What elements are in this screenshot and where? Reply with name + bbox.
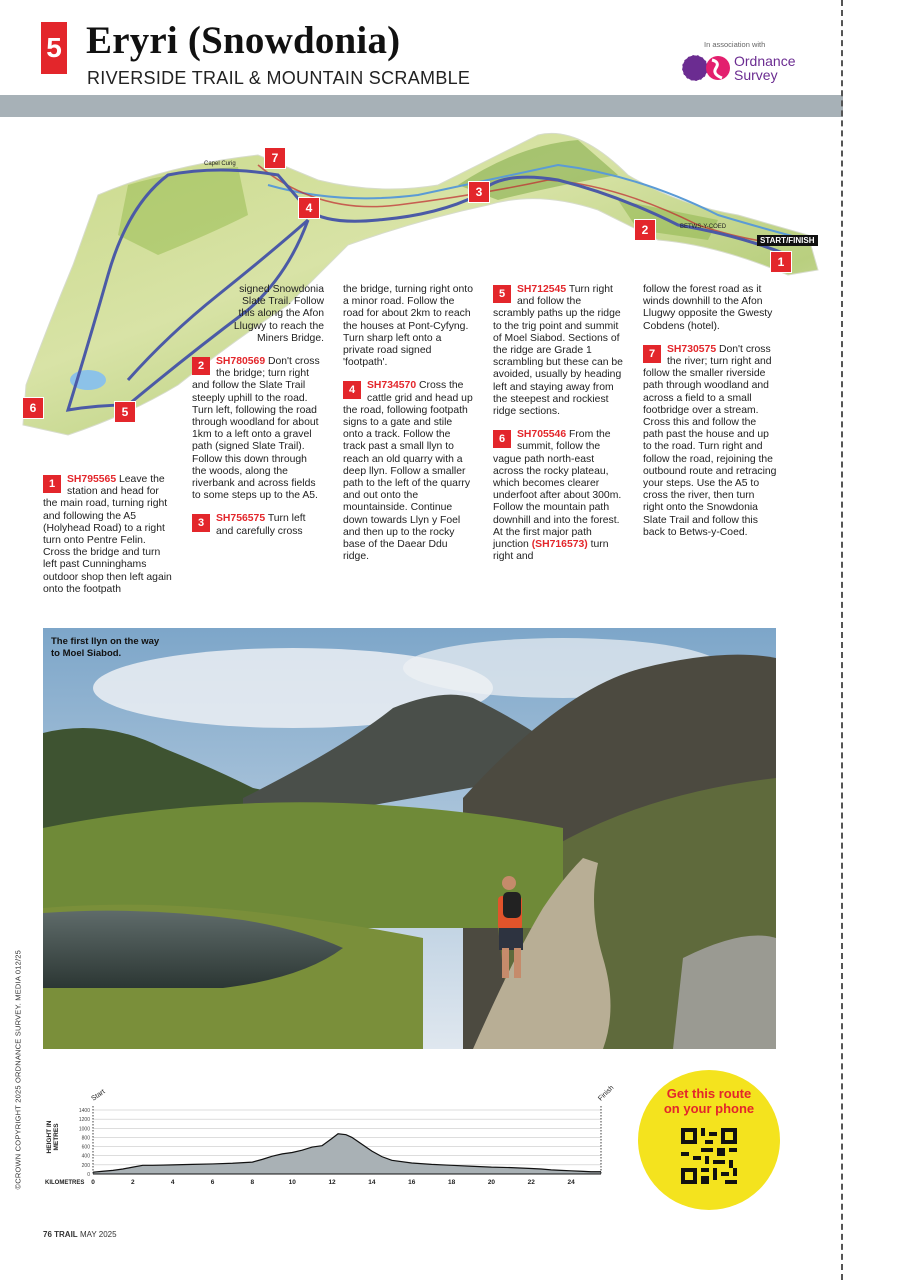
step-ref-5: SH712545 <box>517 284 567 295</box>
y-tick-label: 0 <box>87 1172 90 1178</box>
step-badge-7: 7 <box>643 345 661 363</box>
map-waypoint-6: 6 <box>22 397 44 419</box>
map-waypoint-7: 7 <box>264 147 286 169</box>
photo-caption: The first llyn on the way to Moel Siabod. <box>51 636 160 659</box>
elevation-chart <box>43 1082 623 1192</box>
y-tick-label: 1000 <box>78 1126 90 1133</box>
map-label-betws: BETWS-Y-COED <box>680 224 727 230</box>
step-text-5: Turn right and follow the scrambly paths up the ridge to the trig point and summit of Moel Siabod. Sections of the ridge are Grade 1 scrambling but these can be avoided, usually by heading left and staying away from the steepest and rockiest ridge sections. <box>493 284 623 418</box>
step-ref-6: SH705546 <box>517 429 567 441</box>
x-tick-label: 20 <box>487 1179 496 1186</box>
promo-line-1: Get this route <box>666 1086 752 1101</box>
step-ref-7: SH730575 <box>667 343 717 355</box>
step-text-3: Turn left and carefully cross <box>216 513 306 537</box>
step-text-6: From the summit, follow the vague path north-east across the rocky plateau, which becomes clearer underfoot after about 300m. Follow the mountain path downhill and into the forest. At the first major path junction <box>493 429 622 551</box>
step-badge-3: 3 <box>192 514 210 532</box>
y-tick-label: 1200 <box>78 1117 90 1124</box>
step-text-3-cont: the bridge, turning right onto a minor road. Follow the road for about 2km to reach the houses at Pont-Cyfyng. Turn sharp left onto a private road signed 'footpath'. <box>343 284 473 369</box>
step-badge-2: 2 <box>192 357 210 375</box>
step-badge-6: 6 <box>493 430 511 448</box>
footer <box>43 1230 117 1239</box>
start-finish-label: START/FINISH <box>757 235 818 246</box>
x-tick-label: 10 <box>288 1179 296 1186</box>
landscape-photo <box>43 628 776 1049</box>
x-tick-label: 0 <box>91 1179 95 1186</box>
x-tick-label: 8 <box>250 1179 255 1186</box>
page-title: Eryri (Snowdonia) <box>86 19 401 62</box>
page-number: 76 <box>43 1230 52 1239</box>
step-text-2: Don't cross the bridge; turn right and follow the Slate Trail steeply uphill to the road. Turn left, following the road through woodland for about 1km to a left onto a gravel path (signed Slate Trail). Follow this down through the woods, along the riverbank and across fields to some steps up to the A5. <box>192 356 320 502</box>
start-label: Start <box>90 1088 107 1103</box>
y-tick-label: 400 <box>81 1153 90 1160</box>
text-column-3 <box>343 284 475 574</box>
page-subtitle: RIVERSIDE TRAIL & MOUNTAIN SCRAMBLE <box>87 68 471 88</box>
os-globe-icon <box>680 52 740 86</box>
x-tick-label: 18 <box>447 1179 456 1186</box>
x-tick-label: 22 <box>527 1179 535 1186</box>
y-tick-label: 200 <box>81 1162 90 1169</box>
y-axis-label: HEIGHT IN METRES <box>46 1120 60 1154</box>
step-badge-5: 5 <box>493 285 511 303</box>
x-tick-label: 2 <box>131 1179 135 1186</box>
y-tick-label: 1400 <box>78 1108 90 1114</box>
y-tick-label: 600 <box>81 1144 90 1151</box>
text-column-4 <box>493 284 625 574</box>
x-tick-label: 14 <box>368 1179 376 1186</box>
x-tick-label: 16 <box>408 1179 416 1186</box>
text-column-2 <box>192 284 324 549</box>
os-name-line1: Ordnance <box>734 53 796 69</box>
step-text-7: Don't cross the river; turn right and follow the smaller riverside path through woodland and across a field to a small footbridge over a stream. Cross this and follow the path past the house and up to the road. Turn right and follow the road, rejoining the outbound route and retracing your steps. Use the A5 to cross the river, then turn right onto the Snowdonia Slate Trail and follow this back to Betws-y-Coed. <box>643 343 777 538</box>
step-text-4: Cross the cattle grid and head up the road, following footpath signs to a gate and stile onto a track. Follow the track past a small llyn to reach an old quarry with a deep llyn. Follow a smaller path to the left of the quarry and out onto the mountainside. Continue down towards Llyn y Foel and then up to the rocky base of the Daear Ddu ridge. <box>343 380 473 563</box>
ordnance-survey-logo <box>680 52 810 86</box>
map-waypoint-3: 3 <box>468 181 490 203</box>
map-waypoint-2: 2 <box>634 219 656 241</box>
association-text: In association with <box>704 40 766 49</box>
finish-label: Finish <box>597 1084 616 1103</box>
step-badge-4: 4 <box>343 381 361 399</box>
x-tick-label: 6 <box>210 1179 215 1186</box>
elevation-svg <box>43 1082 623 1192</box>
route-number: 5 <box>46 32 62 63</box>
step-ref-4: SH734570 <box>367 380 417 392</box>
step-text-6-cont: follow the forest road as it winds downhill to the Afon Llugwy opposite the Gwesty Cobdens (hotel). <box>643 284 773 332</box>
promo-circle[interactable] <box>638 1070 780 1210</box>
map-waypoint-4: 4 <box>298 197 320 219</box>
step-ref-2: SH780569 <box>216 356 266 368</box>
y-tick-label: 800 <box>81 1135 90 1142</box>
x-tick-label: 4 <box>170 1179 175 1186</box>
text-column-5 <box>643 284 777 550</box>
step-ref-1: SH795565 <box>67 474 117 485</box>
map-label-capel-curig: Capel Curig <box>204 161 236 167</box>
x-tick-label: 12 <box>328 1179 336 1186</box>
map-waypoint-1: 1 <box>770 251 792 273</box>
issue-date: MAY 2025 <box>79 1230 117 1239</box>
step-text-6-end: turn right and <box>493 539 609 563</box>
text-column-1 <box>43 474 175 596</box>
step-text-1: Leave the station and head for the main road, turning right and following the A5 (Holyhead Road) to a right turn onto Pentre Felin. Cross the bridge and turn left past Cunninghams outdoor shop then left again onto the footpath <box>43 474 172 595</box>
x-tick-label: 24 <box>567 1179 575 1186</box>
map-waypoint-5: 5 <box>114 401 136 423</box>
magazine-name: TRAIL <box>54 1230 78 1239</box>
step-ref-3: SH756575 <box>216 513 266 525</box>
step-text-1-cont: signed Snowdonia Slate Trail. Follow this along the Afon Llugwy to reach the Miners Bridge. <box>233 284 324 344</box>
cut-line <box>841 0 843 1280</box>
route-number-badge <box>41 22 67 74</box>
os-name-line2: Survey <box>734 67 778 83</box>
header-band <box>0 95 843 117</box>
qr-code-icon[interactable] <box>681 1128 737 1184</box>
step-badge-1: 1 <box>43 475 61 493</box>
promo-line-2: on your phone <box>663 1101 755 1116</box>
step-6-junction-ref: (SH716573) <box>531 539 588 551</box>
copyright-note: ©CROWN COPYRIGHT 2025 ORDNANCE SURVEY. MEDIA 012/25 <box>13 949 23 1190</box>
x-axis-label: KILOMETRES <box>45 1180 85 1186</box>
